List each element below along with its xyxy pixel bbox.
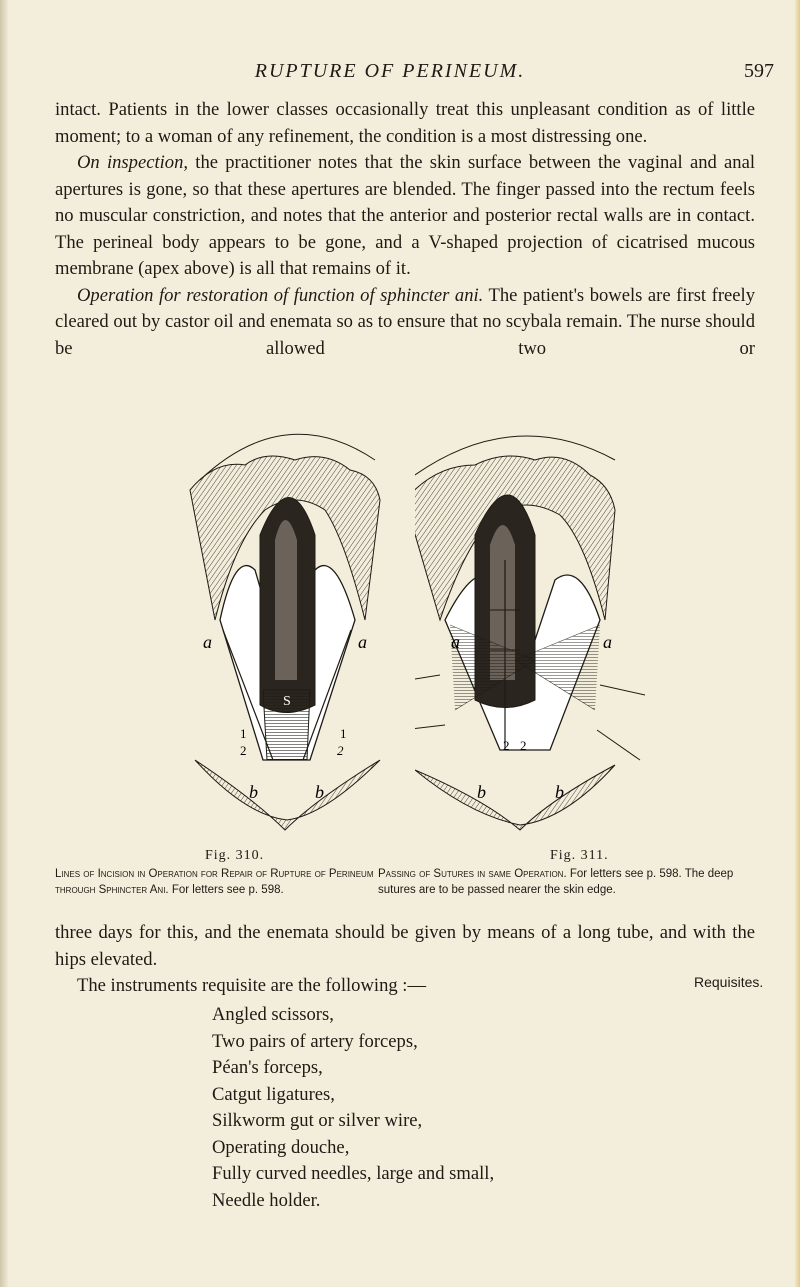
- list-item: Needle holder.: [212, 1189, 321, 1211]
- bottom-text-block: [55, 920, 755, 1000]
- paragraph-inspection: [55, 150, 755, 283]
- fig310-label-1-right: 1: [340, 726, 347, 741]
- list-item: Catgut ligatures,: [212, 1083, 335, 1105]
- fig311-letter-b-right: b: [555, 782, 564, 802]
- figure-310-illustration: [175, 420, 415, 840]
- page-edge-right: [794, 0, 800, 1287]
- fig310-label-1-left: 1: [240, 726, 247, 741]
- margin-note-requisites: Requisites.: [694, 974, 764, 990]
- list-item: Two pairs of artery forceps,: [212, 1030, 418, 1052]
- inspection-body: the practitioner notes that the skin surface between the vaginal and anal apertures is gone, so that these apertures are blended. The finger passed into the rectum feels no muscular constriction, and notes that the anterior and posterior rectal walls are in contact. The perineal body appears to be gone, and a V-shaped projection of cicatrised mucous membrane (apex above) is all that remains of it.: [55, 152, 755, 279]
- running-title: RUPTURE OF PERINEUM.: [254, 60, 526, 82]
- fig311-letter-a-right: a: [603, 632, 612, 652]
- page-edge-left: [0, 0, 8, 1287]
- top-text-block: [55, 97, 755, 362]
- figure-310-caption-title: Lines of Incision in Operation for Repair of Rupture of Perineum through Sphincter Ani.: [55, 868, 374, 896]
- operation-body: The patient's bowels are first freely cleared out by castor oil and enemata so as to ensure that no scybala remain. The nurse should be allowed two or: [55, 284, 755, 359]
- figure-310-caption-note: For letters see p. 598.: [171, 884, 284, 896]
- fig310-label-2-left: 2: [240, 743, 247, 758]
- figure-311-illustration: [415, 420, 655, 840]
- fig311-label-2-right: 2: [520, 738, 527, 753]
- paragraph-intact: intact. Patients in the lower classes occasionally treat this unpleasant condition as of little moment; to a woman of any refinement, the condition is a most distressing one.: [55, 99, 755, 147]
- fig310-letter-b-left: b: [249, 782, 258, 802]
- list-item: Fully curved needles, large and small,: [212, 1163, 495, 1184]
- figure-311-caption-title: Passing of Sutures in same Operation.: [378, 868, 567, 880]
- list-item: Operating douche,: [212, 1136, 350, 1158]
- fig310-label-2-right: 2: [337, 743, 344, 758]
- figure-310-label: Fig. 310.: [205, 848, 265, 863]
- paragraph-three-days: three days for this, and the enemata should be given by means of a long tube, and with the hips elevated.: [55, 922, 755, 970]
- fig310-letter-s: S: [283, 694, 291, 709]
- figure-311-label: Fig. 311.: [550, 848, 609, 863]
- list-item: Angled scissors,: [212, 1004, 334, 1025]
- list-item: Silkworm gut or silver wire,: [212, 1110, 423, 1131]
- instrument-list: [212, 1002, 494, 1214]
- figure-311-caption: [378, 866, 758, 898]
- page-number: 597: [744, 60, 774, 82]
- fig310-letter-a-right: a: [358, 632, 367, 652]
- operation-lead: Operation for restoration of function of sphincter ani.: [77, 284, 484, 306]
- list-item: Péan's forceps,: [212, 1057, 323, 1078]
- paragraph-operation: [55, 283, 755, 363]
- figure-310-caption: [55, 866, 375, 898]
- inspection-lead: On inspection,: [77, 152, 189, 173]
- figures-area: [175, 420, 715, 840]
- paragraph-instruments-intro: The instruments requisite are the following :—: [77, 975, 427, 996]
- fig311-label-2-left: 2: [503, 738, 510, 753]
- fig310-letter-a-left: a: [203, 632, 212, 652]
- fig311-letter-b-left: b: [477, 782, 486, 802]
- figure-311-caption-note: For letters see p. 598. The deep sutures are to be passed nearer the skin edge.: [378, 868, 734, 896]
- fig310-letter-b-right: b: [315, 782, 324, 802]
- fig311-letter-a-left: a: [451, 632, 460, 652]
